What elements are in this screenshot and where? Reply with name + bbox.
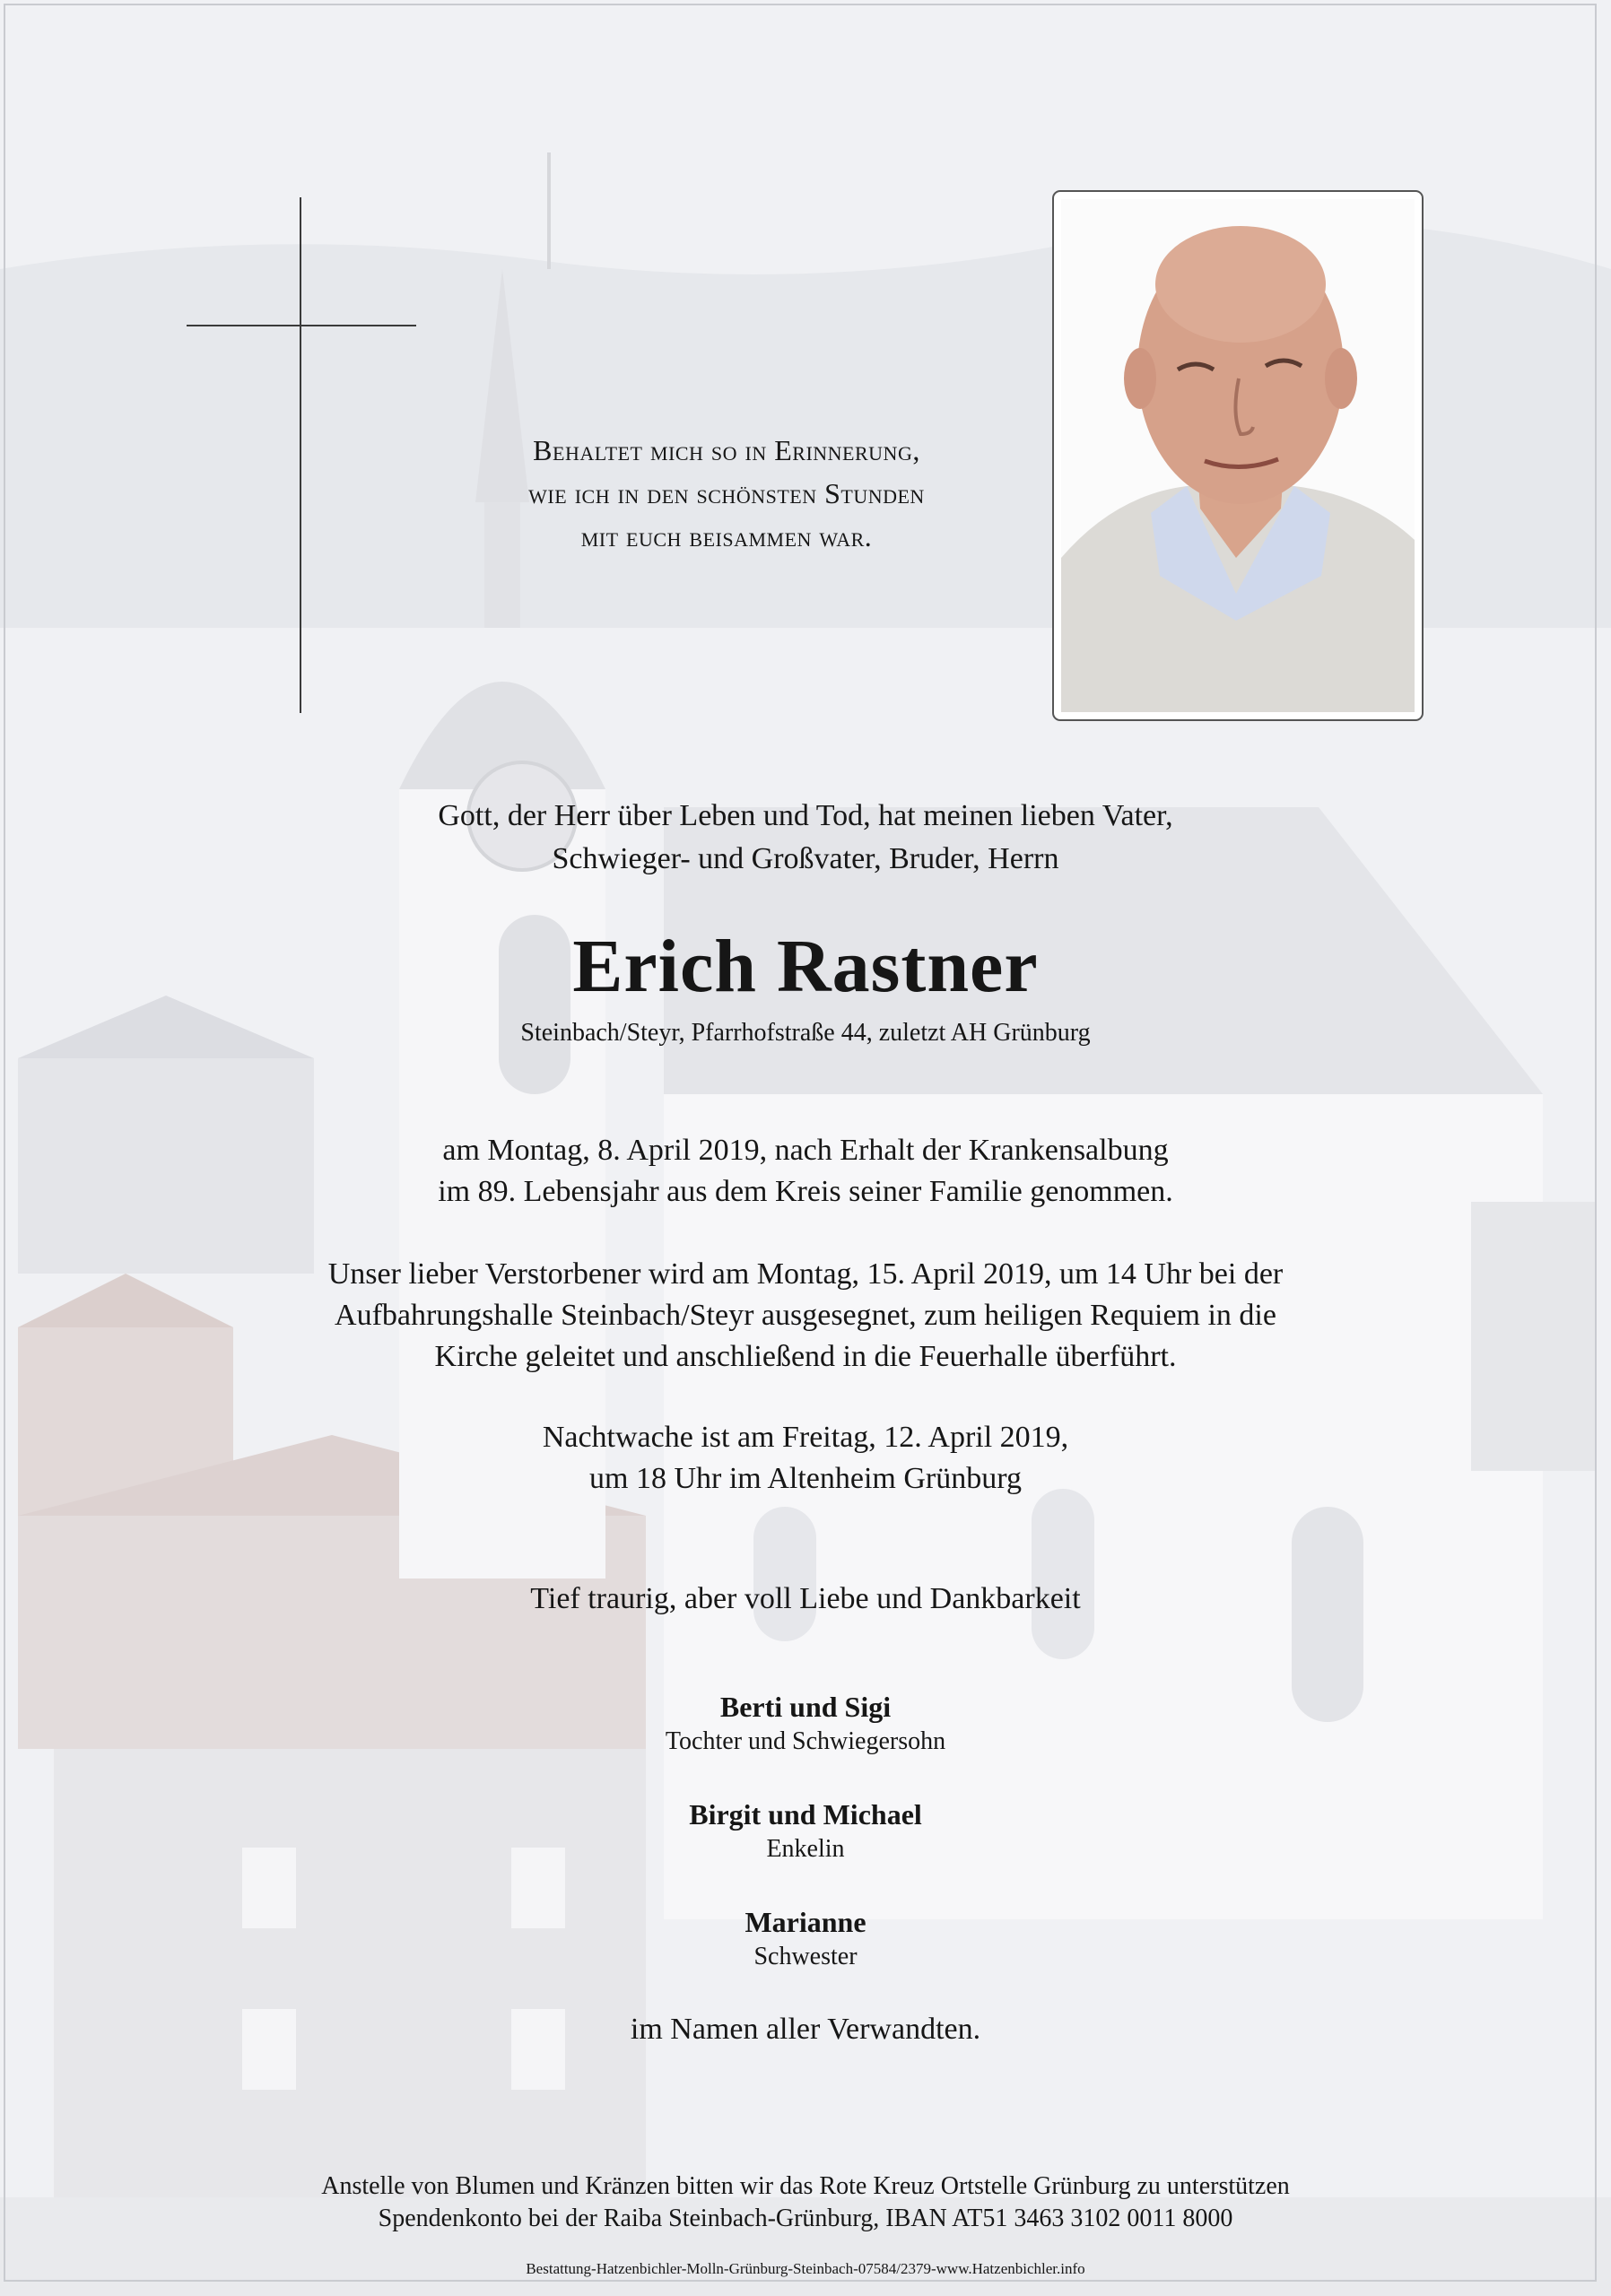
funeral-line: Kirche geleitet und anschließend in die Feuerhalle überführt.: [434, 1340, 1177, 1373]
cross-horizontal-bar: [187, 325, 416, 326]
mourner-entry: [0, 1688, 1611, 1758]
mourner-entry: [0, 1903, 1611, 1973]
funeral-line: Aufbahrungshalle Steinbach/Steyr ausgesegnet, zum heiligen Requiem in die: [335, 1299, 1276, 1332]
intro-text: [0, 795, 1611, 881]
death-notice-line: im 89. Lebensjahr aus dem Kreis seiner Familie genommen.: [438, 1175, 1173, 1208]
mourner-entry: [0, 1796, 1611, 1866]
deceased-name: Erich Rastner: [572, 925, 1039, 1008]
mourner-relation: Tochter und Schwiegersohn: [665, 1727, 946, 1755]
mourner-name: Birgit und Michael: [689, 1798, 922, 1831]
deceased-address: Steinbach/Steyr, Pfarrhofstraße 44, zuletzt AH Grünburg: [520, 1019, 1091, 1047]
death-notice: [0, 1130, 1611, 1213]
vigil-details: [0, 1417, 1611, 1500]
death-notice-line: am Montag, 8. April 2019, nach Erhalt der Krankensalbung: [442, 1134, 1169, 1167]
donation-line: Spendenkonto bei der Raiba Steinbach-Grünburg, IBAN AT51 3463 3102 0011 8000: [378, 2205, 1233, 2232]
sorrow-line: Tief traurig, aber voll Liebe und Dankbarkeit: [530, 1582, 1081, 1615]
mourner-name: Berti und Sigi: [719, 1691, 892, 1723]
funeral-line: Unser lieber Verstorbener wird am Montag, 15. April 2019, um 14 Uhr bei der: [327, 1257, 1284, 1291]
vigil-line: Nachtwache ist am Freitag, 12. April 2019,: [542, 1421, 1069, 1454]
portrait-illustration: [1061, 199, 1415, 712]
cross-vertical-bar: [300, 197, 301, 713]
intro-line: Gott, der Herr über Leben und Tod, hat meinen lieben Vater,: [438, 799, 1173, 832]
mourner-name: Marianne: [745, 1906, 866, 1938]
funeral-details: [0, 1254, 1611, 1378]
portrait-photo: [1052, 190, 1424, 721]
donation-line: Anstelle von Blumen und Kränzen bitten wir das Rote Kreuz Ortstelle Grünburg zu unterstützen: [321, 2172, 1290, 2200]
vigil-line: um 18 Uhr im Altenheim Grünburg: [589, 1462, 1022, 1495]
intro-line: Schwieger- und Großvater, Bruder, Herrn: [552, 842, 1059, 875]
mourner-relation: Schwester: [753, 1943, 858, 1970]
motto-line: Behaltet mich so in Erinnerung,: [533, 434, 920, 466]
motto-line: wie ich in den schönsten Stunden: [528, 477, 925, 509]
donation-request: [0, 2170, 1611, 2235]
mourner-relation: Enkelin: [766, 1835, 845, 1863]
memorial-motto: [395, 429, 1058, 558]
motto-line: mit euch beisammen war.: [580, 520, 873, 552]
closing-line: im Namen aller Verwandten.: [630, 2013, 981, 2046]
funeral-home-footer: Bestattung-Hatzenbichler-Molln-Grünburg-Steinbach-07584/2379-www.Hatzenbichler.info: [526, 2260, 1085, 2277]
